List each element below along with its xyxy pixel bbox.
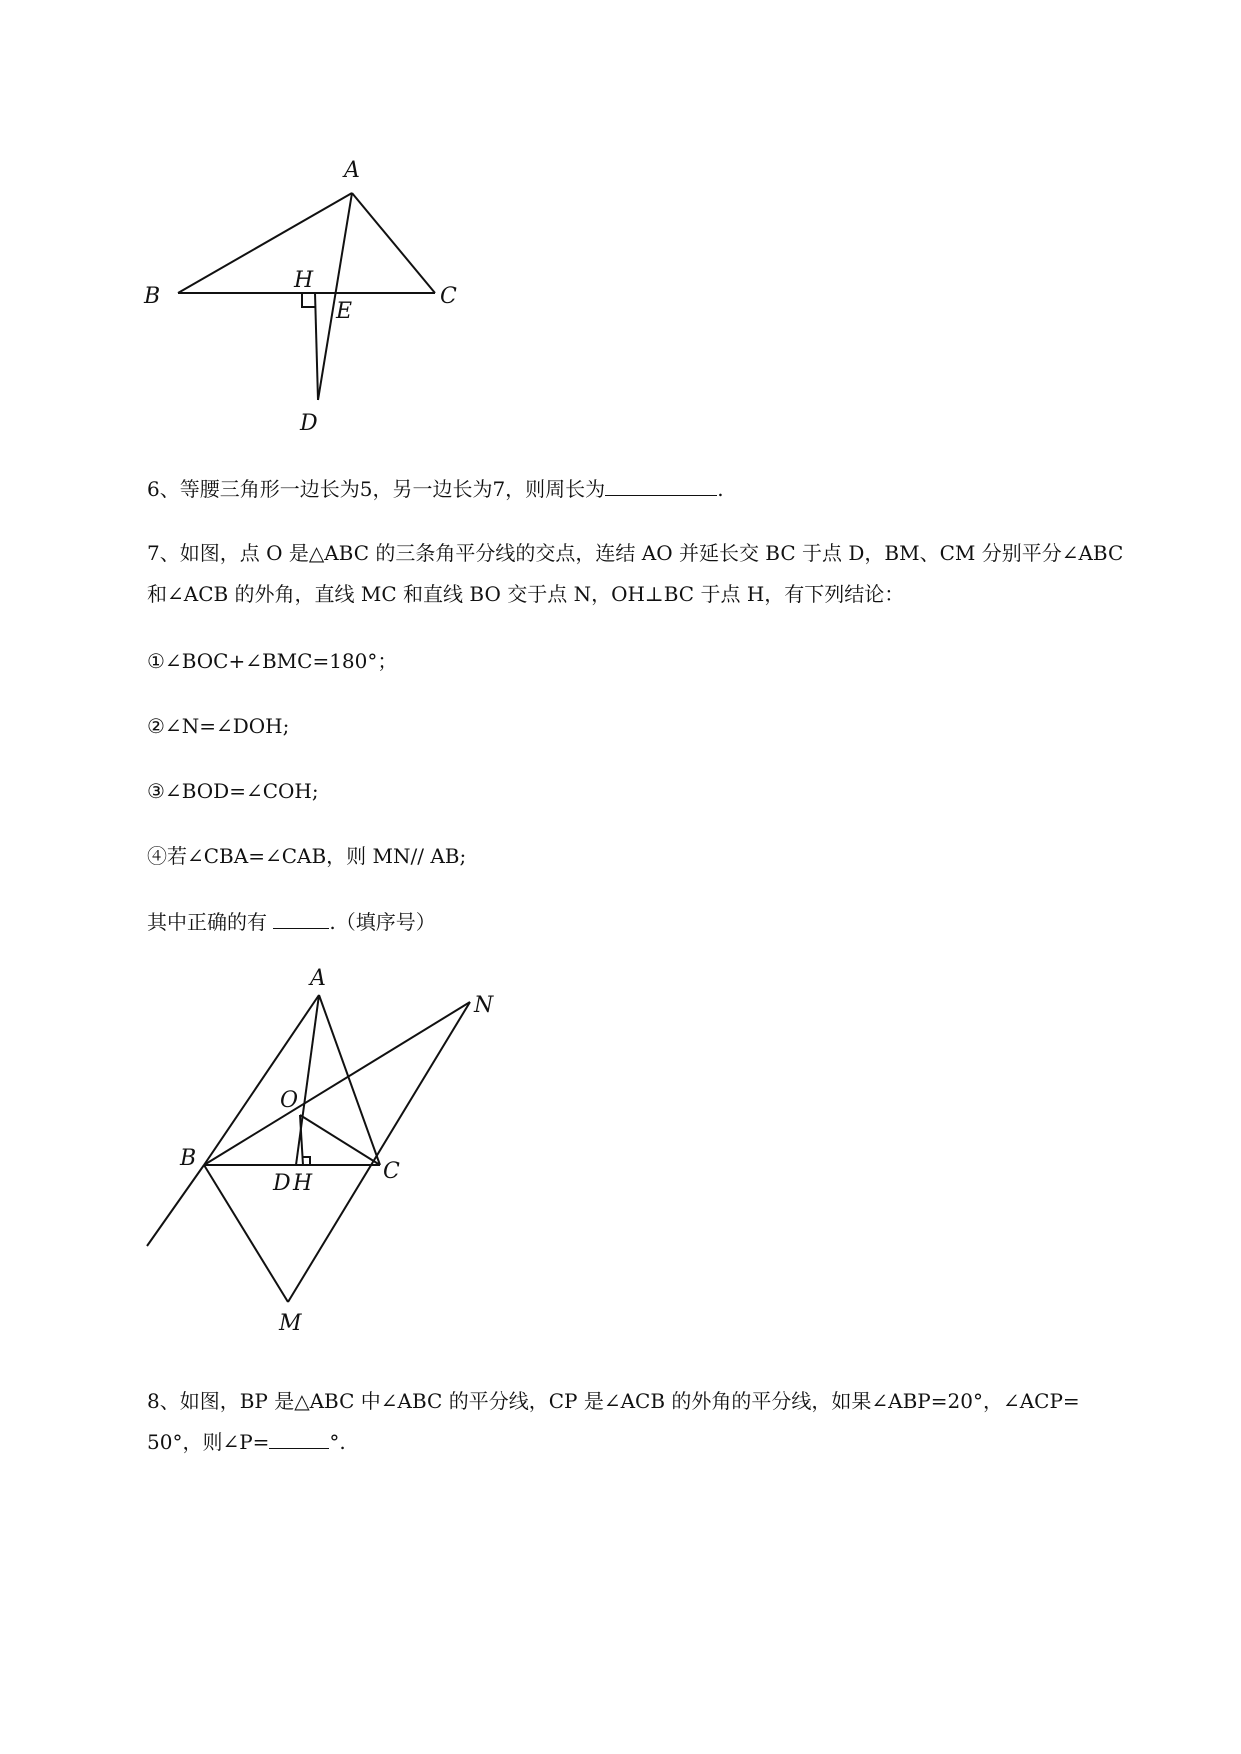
- figure-1-triangle: [140, 155, 480, 445]
- question-8-start: 50°，则∠P=: [147, 1430, 270, 1454]
- label-n: N: [474, 993, 494, 1018]
- question-6: [147, 475, 724, 503]
- conclusion-3: ③∠BOD=∠COH;: [147, 779, 319, 803]
- question-7-line-2: 和∠ACB 的外角，直线 MC 和直线 BO 交于点 N，OH⊥BC 于点 H，有下列结论：: [147, 582, 905, 606]
- label-m: M: [279, 1311, 302, 1336]
- segment-bn: [204, 1002, 470, 1165]
- segment-ad: [296, 995, 319, 1165]
- label-h: H: [294, 268, 314, 293]
- segment-mn: [288, 1002, 470, 1302]
- conclusion-2: ②∠N=∠DOH;: [147, 714, 290, 738]
- question-7-line-1: 7、如图，点 O 是△ABC 的三条角平分线的交点，连结 AO 并延长交 BC 于点 D，BM、CM 分别平分∠ABC: [147, 541, 1124, 565]
- label-c: C: [440, 284, 457, 309]
- segment-ad: [318, 193, 352, 400]
- question-8-end: °.: [329, 1430, 346, 1454]
- segment-ab: [178, 193, 352, 293]
- right-angle-mark: [302, 293, 316, 307]
- answer-blank-6[interactable]: [605, 475, 717, 496]
- segment-ac: [319, 995, 380, 1165]
- question-8-line-2: [147, 1428, 346, 1456]
- segment-ac: [352, 193, 435, 293]
- conclusion-4: ④若∠CBA=∠CAB，则 MN// AB;: [147, 844, 467, 868]
- segment-oc: [300, 1115, 380, 1165]
- question-7-ask-end: .（填序号）: [329, 910, 436, 934]
- label-o: O: [280, 1088, 299, 1113]
- label-e: E: [336, 299, 353, 324]
- label-c: C: [383, 1159, 400, 1184]
- segment-hd: [315, 293, 318, 400]
- question-8-line-1: 8、如图，BP 是△ABC 中∠ABC 的平分线，CP 是∠ACB 的外角的平分线，如果∠ABP=20°，∠ACP=: [147, 1389, 1080, 1413]
- label-a: A: [310, 966, 326, 991]
- right-angle-mark: [303, 1157, 310, 1165]
- question-6-end: .: [717, 477, 724, 501]
- question-6-text: 6、等腰三角形一边长为5，另一边长为7，则周长为: [147, 477, 606, 501]
- label-b: B: [180, 1146, 197, 1171]
- label-d: D: [300, 411, 318, 436]
- figure-2-angle-bisectors: [140, 960, 520, 1350]
- question-7-ask: [147, 908, 436, 936]
- label-a: A: [344, 158, 360, 183]
- label-b: B: [144, 284, 161, 309]
- answer-blank-7[interactable]: [273, 908, 329, 929]
- answer-blank-8[interactable]: [269, 1428, 329, 1449]
- label-h: H: [293, 1171, 313, 1196]
- question-7-ask-start: 其中正确的有: [147, 910, 267, 934]
- label-d: D: [273, 1171, 291, 1196]
- conclusion-1: ①∠BOC+∠BMC=180°；: [147, 649, 398, 673]
- extension-ab: [147, 1165, 204, 1246]
